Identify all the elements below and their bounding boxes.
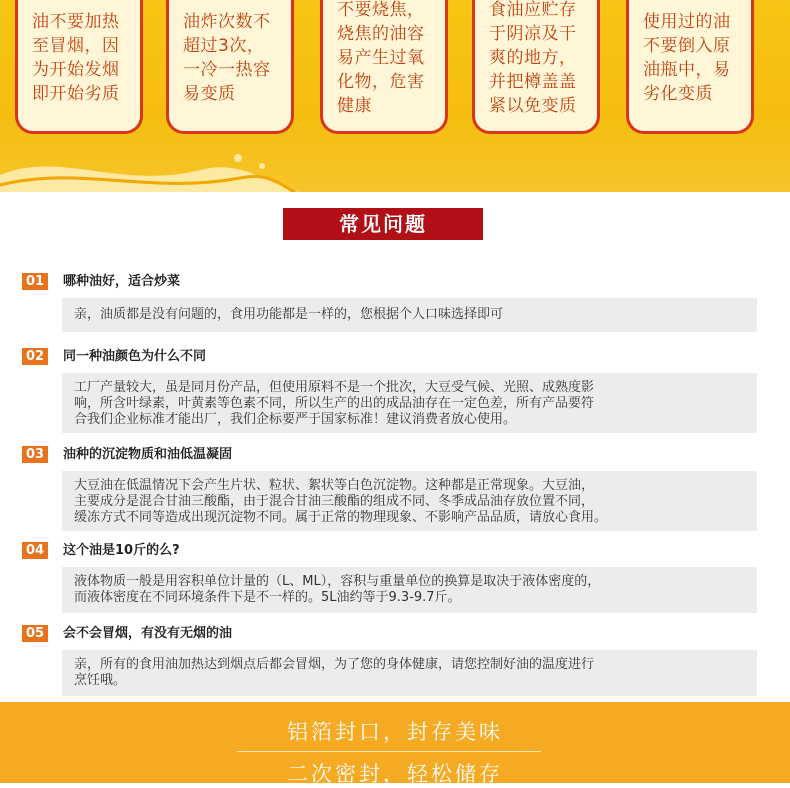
faq-answer: 亲，所有的食用油加热达到烟点后都会冒烟，为了您的身体健康，请您控制好油的温度进行 烹饪哦。 [62, 650, 757, 696]
faq-question: 会不会冒烟，有没有无烟的油 [63, 626, 233, 641]
slogan-banner [0, 702, 790, 786]
faq-answer: 亲，油质都是没有问题的，食用功能都是一样的，您根据个人口味选择即可 [62, 298, 757, 332]
slogan-line-1: 铝箔封口，封存美味 [287, 720, 503, 744]
tip-card [320, 0, 448, 134]
tips-banner [0, 0, 790, 192]
tip-text: 食油应贮存 于阴凉及干 爽的地方， 并把樽盖盖 紧以免变质 [489, 0, 577, 116]
faq-number-badge: 01 [22, 273, 48, 290]
tip-text: 油炸次数不 超过3次， 一冷一热容 易变质 [183, 12, 271, 104]
faq-number-badge: 05 [22, 625, 48, 642]
faq-answer: 大豆油在低温情况下会产生片状、粒状、絮状等白色沉淀物。这种都是正常现象。大豆油， 主要成分是混合甘油三酸酯，由于混合甘油三酸酯的组成不同、冬季成品油存放位置不同， 缓冻方式不同等造成出现沉淀物不同。属于正常的物理现象、不影响产品品质，请放心食用。 [62, 471, 757, 531]
tip-card [472, 0, 600, 134]
faq-number-badge: 02 [22, 348, 48, 365]
faq-title: 常见问题 [283, 208, 483, 240]
tip-card [15, 0, 143, 134]
faq-question: 哪种油好，适合炒菜 [63, 274, 181, 289]
tip-card [626, 0, 754, 134]
faq-number-badge: 04 [22, 542, 48, 559]
faq-answer: 工厂产量较大，虽是同月份产品，但使用原料不是一个批次，大豆受气候、光照、成熟度影 响，所含叶绿素，叶黄素等色素不同，所以生产的出的成品油存在一定色差，所有产品要符 合我们企业标准才能出厂，我们企标要严于国家标准！建议消费者放心使用。 [62, 373, 757, 433]
faq-question: 油种的沉淀物质和油低温凝固 [63, 447, 233, 462]
faq-answer: 液体物质一般是用容积单位计量的（L、ML），容积与重量单位的换算是取决于液体密度的， 而液体密度在不同环境条件下是不一样的。5L油约等于9.3-9.7斤。 [62, 567, 757, 613]
oil-splash-graphic [0, 140, 790, 192]
tip-text: 油不要加热 至冒烟，因 为开始发烟 即开始劣质 [32, 12, 120, 104]
tip-text: 不要烧焦， 烧焦的油容 易产生过氧 化物，危害 健康 [337, 0, 425, 116]
tip-card [166, 0, 294, 134]
faq-section [0, 192, 790, 702]
faq-number-badge: 03 [22, 446, 48, 463]
faq-question: 这个油是10斤的么? [63, 543, 180, 558]
slogan-divider [237, 751, 541, 752]
faq-question: 同一种油颜色为什么不同 [63, 349, 207, 364]
tip-text: 使用过的油 不要倒入原 油瓶中，易 劣化变质 [643, 12, 731, 104]
slogan-line-2: 二次密封，轻松储存 [287, 762, 503, 786]
